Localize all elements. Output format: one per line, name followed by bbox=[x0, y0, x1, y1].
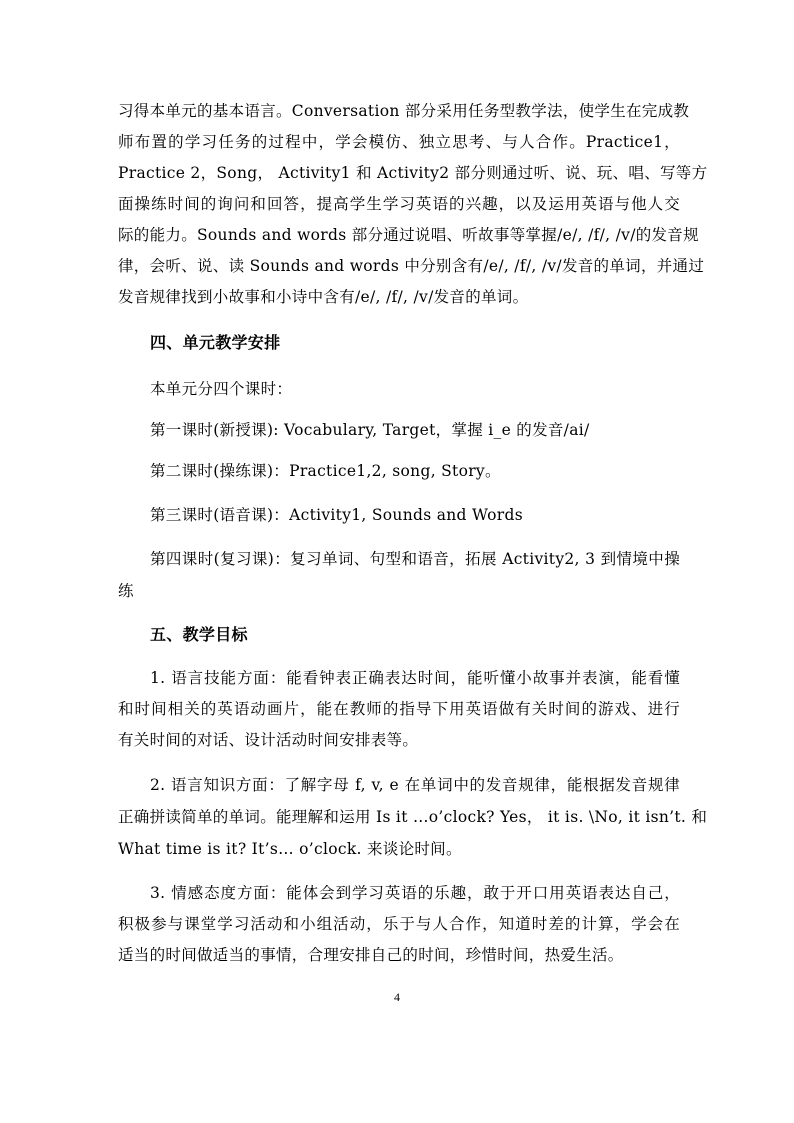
lesson-item: 第四课时(复习课)：复习单词、句型和语音，拓展 Activity2, 3 到情境中操 bbox=[150, 550, 680, 568]
goal-line: 适当的时间做适当的事情，合理安排自己的时间，珍惜时间，热爱生活。 bbox=[118, 946, 624, 964]
goal-line: 正确拼读简单的单词。能理解和运用 Is it …o’clock? Yes， it is. \No, it isn’t. 和 bbox=[118, 808, 708, 826]
lesson-item: 第二课时(操练课)：Practice1,2, song, Story。 bbox=[150, 462, 501, 480]
goal-line: 1. 语言技能方面：能看钟表正确表达时间，能听懂小故事并表演，能看懂 bbox=[150, 669, 680, 687]
paragraph-line: Practice 2，Song， Activity1 和 Activity2 部分则通过听、说、玩、唱、写等方 bbox=[118, 164, 708, 182]
lesson-item-continuation: 练 bbox=[118, 582, 134, 600]
goal-line: 有关时间的对话、设计活动时间安排表等。 bbox=[118, 731, 419, 749]
lesson-item: 第三课时(语音课)：Activity1, Sounds and Words bbox=[150, 506, 523, 524]
page-number: 4 bbox=[394, 990, 400, 1004]
goal-line: 积极参与课堂学习活动和小组活动，乐于与人合作，知道时差的计算，学会在 bbox=[118, 915, 680, 933]
goal-line: 和时间相关的英语动画片，能在教师的指导下用英语做有关时间的游戏、进行 bbox=[118, 700, 680, 718]
paragraph-line: 际的能力。Sounds and words 部分通过说唱、听故事等掌握/e/, /f/, /v/的发音规 bbox=[118, 226, 699, 244]
paragraph-line: 师布置的学习任务的过程中，学会模仿、独立思考、与人合作。Practice1， bbox=[118, 133, 680, 151]
schedule-intro: 本单元分四个课时： bbox=[150, 380, 293, 398]
paragraph-line: 面操练时间的询问和回答，提高学生学习英语的兴趣，以及运用英语与他人交 bbox=[118, 195, 680, 213]
goal-line: What time is it? It’s… o’clock. 来谈论时间。 bbox=[118, 840, 462, 858]
lesson-item: 第一课时(新授课): Vocabulary, Target，掌握 i_e 的发音/ai/ bbox=[150, 421, 590, 439]
goal-line: 2. 语言知识方面：了解字母 f, v, e 在单词中的发音规律，能根据发音规律 bbox=[150, 776, 680, 794]
goal-line: 3. 情感态度方面：能体会到学习英语的乐趣，敢于开口用英语表达自己， bbox=[150, 884, 680, 902]
paragraph-line: 习得本单元的基本语言。Conversation 部分采用任务型教学法，使学生在完成教 bbox=[118, 102, 690, 120]
paragraph-line: 发音规律找到小故事和小诗中含有/e/, /f/, /v/发音的单词。 bbox=[118, 288, 529, 306]
section-heading: 五、教学目标 bbox=[150, 625, 248, 644]
section-heading: 四、单元教学安排 bbox=[150, 333, 281, 352]
paragraph-line: 律，会听、说、读 Sounds and words 中分别含有/e/, /f/, /v/发音的单词，并通过 bbox=[118, 257, 705, 275]
